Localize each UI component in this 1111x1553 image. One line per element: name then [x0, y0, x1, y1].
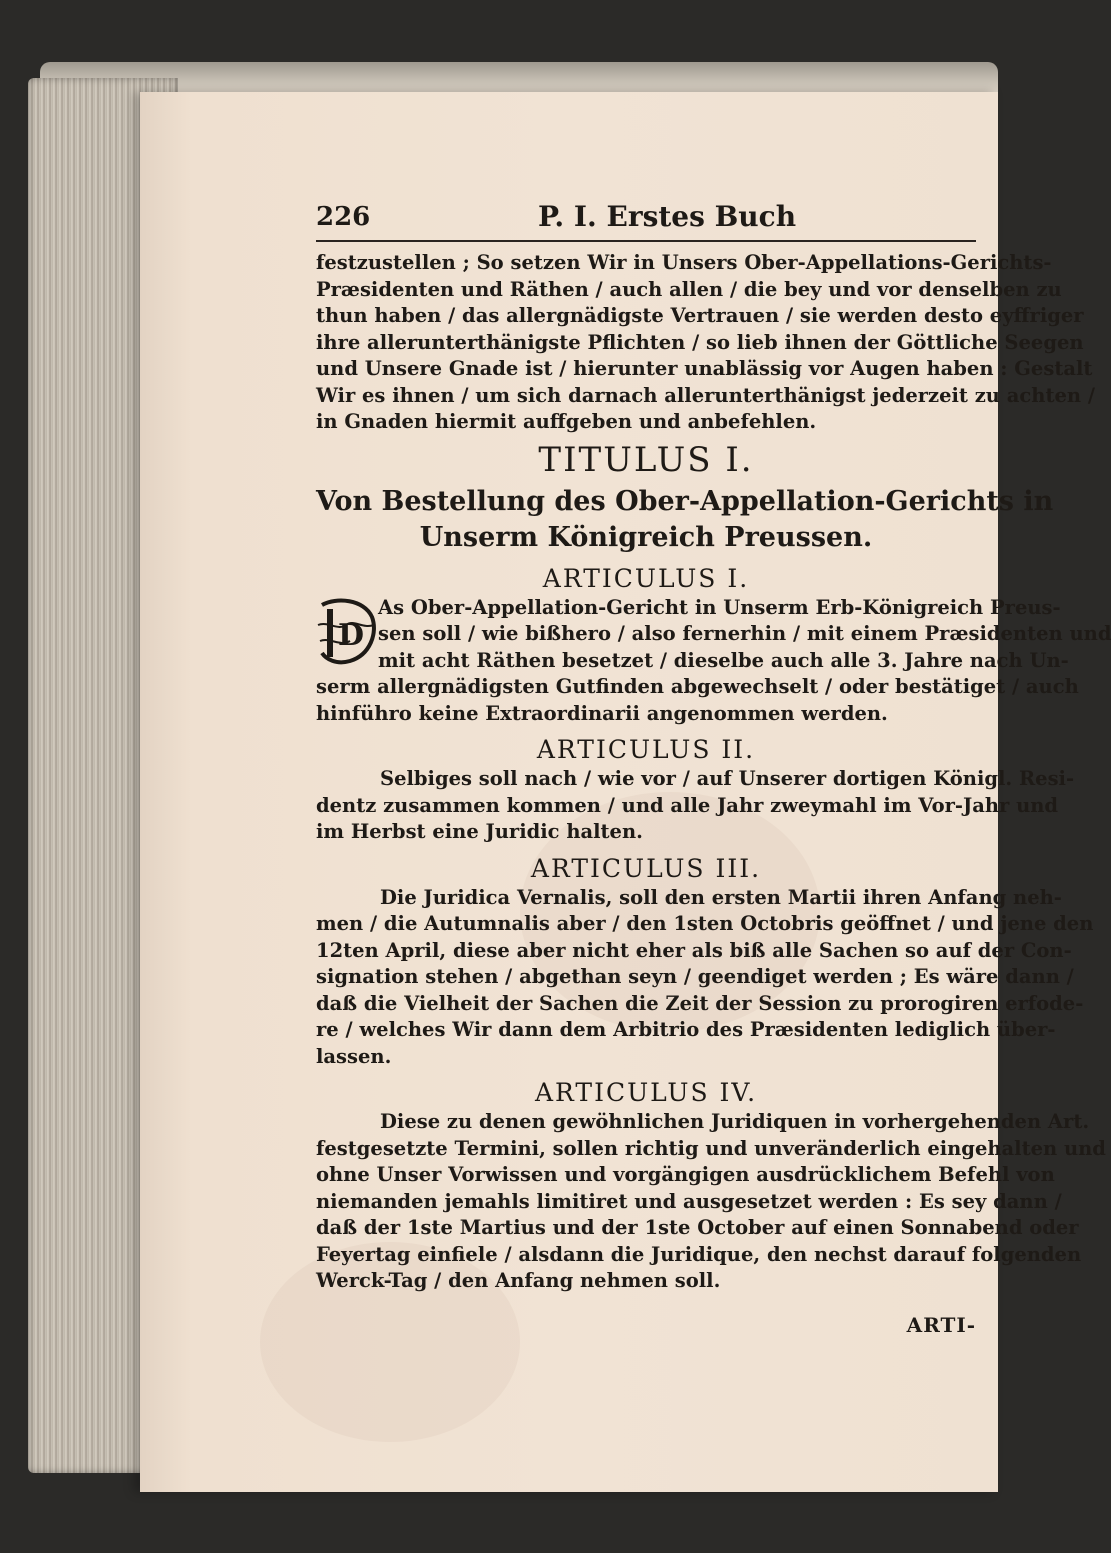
text-line: As Ober-Appellation-Gericht in Unserm Erb-Königreich Preus- [378, 595, 1061, 619]
text-line: serm allergnädigsten Gutfinden abgewechselt / oder bestätiget / auch [316, 675, 1079, 698]
text-line: men / die Autumnalis aber / den 1sten Octobris geöffnet / und jene den [316, 912, 1094, 935]
text-line: Selbiges soll nach / wie vor / auf Unserer dortigen Königl. Resi- [380, 767, 1075, 790]
text-line: Wir es ihnen / um sich darnach allerunterthänigst jederzeit zu achten / [316, 383, 1095, 407]
article-paragraph [316, 766, 1075, 846]
text-line: daß die Vielheit der Sachen die Zeit der Session zu prorogiren erfode- [316, 991, 1084, 1015]
intro-paragraph [316, 250, 1095, 436]
text-line: Diese zu denen gewöhnlichen Juridiquen in vorhergehenden Art. [380, 1110, 1090, 1133]
text-line: lassen. [316, 1044, 392, 1068]
article-paragraph [316, 885, 1094, 1071]
initial-letter: D [338, 617, 365, 653]
article-paragraph [316, 595, 1111, 728]
text-line: und Unsere Gnade ist / hierunter unablässig vor Augen haben : Gestalt [316, 357, 1093, 380]
titulus-heading: TITULUS I. [538, 439, 754, 480]
text-line: daß der 1ste Martius und der 1ste October auf einen Sonnabend oder [316, 1216, 1079, 1239]
text-line: thun haben / das allergnädigste Vertrauen / sie werden desto eyffriger [316, 304, 1084, 327]
titulus-subtitle [316, 484, 1054, 556]
text-line: hinführo keine Extraordinarii angenommen werden. [316, 701, 888, 725]
text-line: dentz zusammen kommen / und alle Jahr zweymahl im Vor-Jahr und [316, 793, 1059, 817]
article-paragraph [316, 1109, 1106, 1295]
text-line: signation stehen / abgethan seyn / geendiget werden ; Es wäre dann / [316, 965, 1074, 988]
article-heading: ARTICULUS III. [530, 853, 762, 883]
text-line: 12ten April, diese aber nicht eher als biß alle Sachen so auf der Con- [316, 938, 1072, 962]
text-line: mit acht Räthen besetzet / dieselbe auch alle 3. Jahre nach Un- [378, 648, 1069, 672]
text-line: Præsidenten und Räthen / auch allen / die bey und vor denselben zu [316, 277, 1062, 301]
page-content [316, 200, 1111, 1337]
header-title: P. I. Erstes Buch [538, 200, 797, 233]
article-heading: ARTICULUS II. [536, 735, 756, 764]
article-heading: ARTICULUS I. [542, 563, 750, 593]
subtitle-line: Von Bestellung des Ober-Appellation-Gerichts in [316, 485, 1054, 517]
running-head [316, 200, 976, 242]
page-number: 226 [316, 202, 371, 232]
text-line: re / welches Wir dann dem Arbitrio des Præsidenten lediglich über- [316, 1018, 1056, 1041]
text-line: Werck-Tag / den Anfang nehmen soll. [316, 1269, 721, 1292]
article-body [316, 595, 1111, 728]
text-line: ohne Unser Vorwissen und vorgängigen ausdrücklichem Befehl von [316, 1163, 1055, 1186]
decorated-initial [316, 595, 380, 667]
text-line: Die Juridica Vernalis, soll den ersten Martii ihren Anfang neh- [380, 885, 1062, 909]
text-line: sen soll / wie bißhero / also fernerhin / mit einem Præsidenten und [378, 622, 1111, 645]
text-line: im Herbst eine Juridic halten. [316, 820, 643, 843]
text-line: in Gnaden hiermit auffgeben und anbefehlen. [316, 410, 817, 433]
subtitle-line: Unserm Königreich Preussen. [419, 521, 873, 553]
text-line: Feyertag einfiele / alsdann die Juridique, den nechst darauf folgenden [316, 1242, 1082, 1266]
article-heading: ARTICULUS IV. [534, 1078, 758, 1107]
text-line: niemanden jemahls limitiret und ausgesetzet werden : Es sey dann / [316, 1189, 1062, 1213]
text-line: festzustellen ; So setzen Wir in Unsers Ober-Appellations-Gerichts- [316, 251, 1052, 274]
book-top-edge [40, 62, 998, 96]
text-line: ihre allerunterthänigste Pflichten / so lieb ihnen der Göttliche Seegen [316, 330, 1084, 354]
text-line: festgesetzte Termini, sollen richtig und unveränderlich eingehalten und [316, 1136, 1106, 1160]
catchword: ARTI- [906, 1312, 976, 1337]
